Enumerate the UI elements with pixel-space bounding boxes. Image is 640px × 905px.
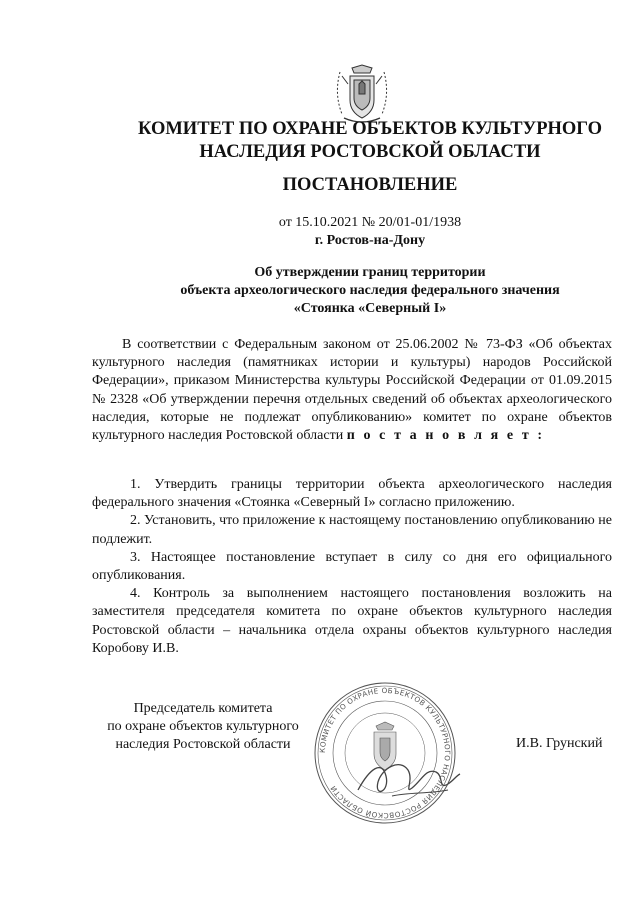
committee-title-line-1: КОМИТЕТ ПО ОХРАНЕ ОБЪЕКТОВ КУЛЬТУРНОГО [138,119,602,139]
seal-text: КОМИТЕТ ПО ОХРАНЕ ОБЪЕКТОВ КУЛЬТУРНОГО НАСЛЕДИЯ РОСТОВСКОЙ ОБЛАСТИ [317,685,453,821]
preamble-paragraph [92,336,612,445]
resolution-keyword: п о с т а н о в л я е т : [346,428,545,444]
signatory-title-line-3: наследия Ростовской области [115,737,291,752]
document-meta [120,214,620,250]
date-number: от 15.10.2021 № 20/01-01/1938 [278,215,462,230]
signatory-title [92,700,314,754]
signatory-title-line-1: Председатель комитета [133,701,273,716]
coat-of-arms-emblem [330,64,394,126]
subject-line-2: объекта археологического наследия федерального значения [180,283,560,298]
document-type: ПОСТАНОВЛЕНИЕ [282,175,458,195]
resolution-item-3: 3. Настоящее постановление вступает в силу со дня его официального опубликования. [92,549,612,584]
signatory-title-line-2: по охране объектов культурного [107,719,299,734]
resolution-item-2: 2. Установить, что приложение к настоящему постановлению опубликованию не подлежит. [92,513,612,547]
handwritten-signature [352,738,462,808]
resolution-item-1: 1. Утвердить границы территории объекта археологического наследия федерального значения «Стоянка «Северный I» согласно приложению. [92,477,612,511]
committee-title-line-2: НАСЛЕДИЯ РОСТОВСКОЙ ОБЛАСТИ [199,142,541,162]
signatory-name: И.В. Грунский [516,736,603,751]
resolution-items [92,476,612,658]
document-subject [120,264,620,318]
city: г. Ростов-на-Дону [314,233,426,248]
resolution-item-4: 4. Контроль за выполнением настоящего постановления возложить на заместителя председателя комитета по охране объектов культурного наследия Ростовской области – начальника отдела охраны объектов культурного наследия Коробову И.В. [92,586,612,656]
preamble-text: В соответствии с Федеральным законом от 25.06.2002 № 73-ФЗ «Об объектах культурного наследия (памятниках истории и культуры) народов Российской Федерации», приказом Министерства культуры Российской Федерации от 01.09.2015 № 2328 «Об утверждении перечня отдельных сведений об объектах археологического наследия, которые не подлежат опубликованию» комитет по охране объектов культурного наследия Ростовской области [92,337,612,444]
subject-line-3: «Стоянка «Северный I» [293,301,447,316]
subject-line-1: Об утверждении границ территории [254,265,486,280]
committee-title [120,118,620,164]
